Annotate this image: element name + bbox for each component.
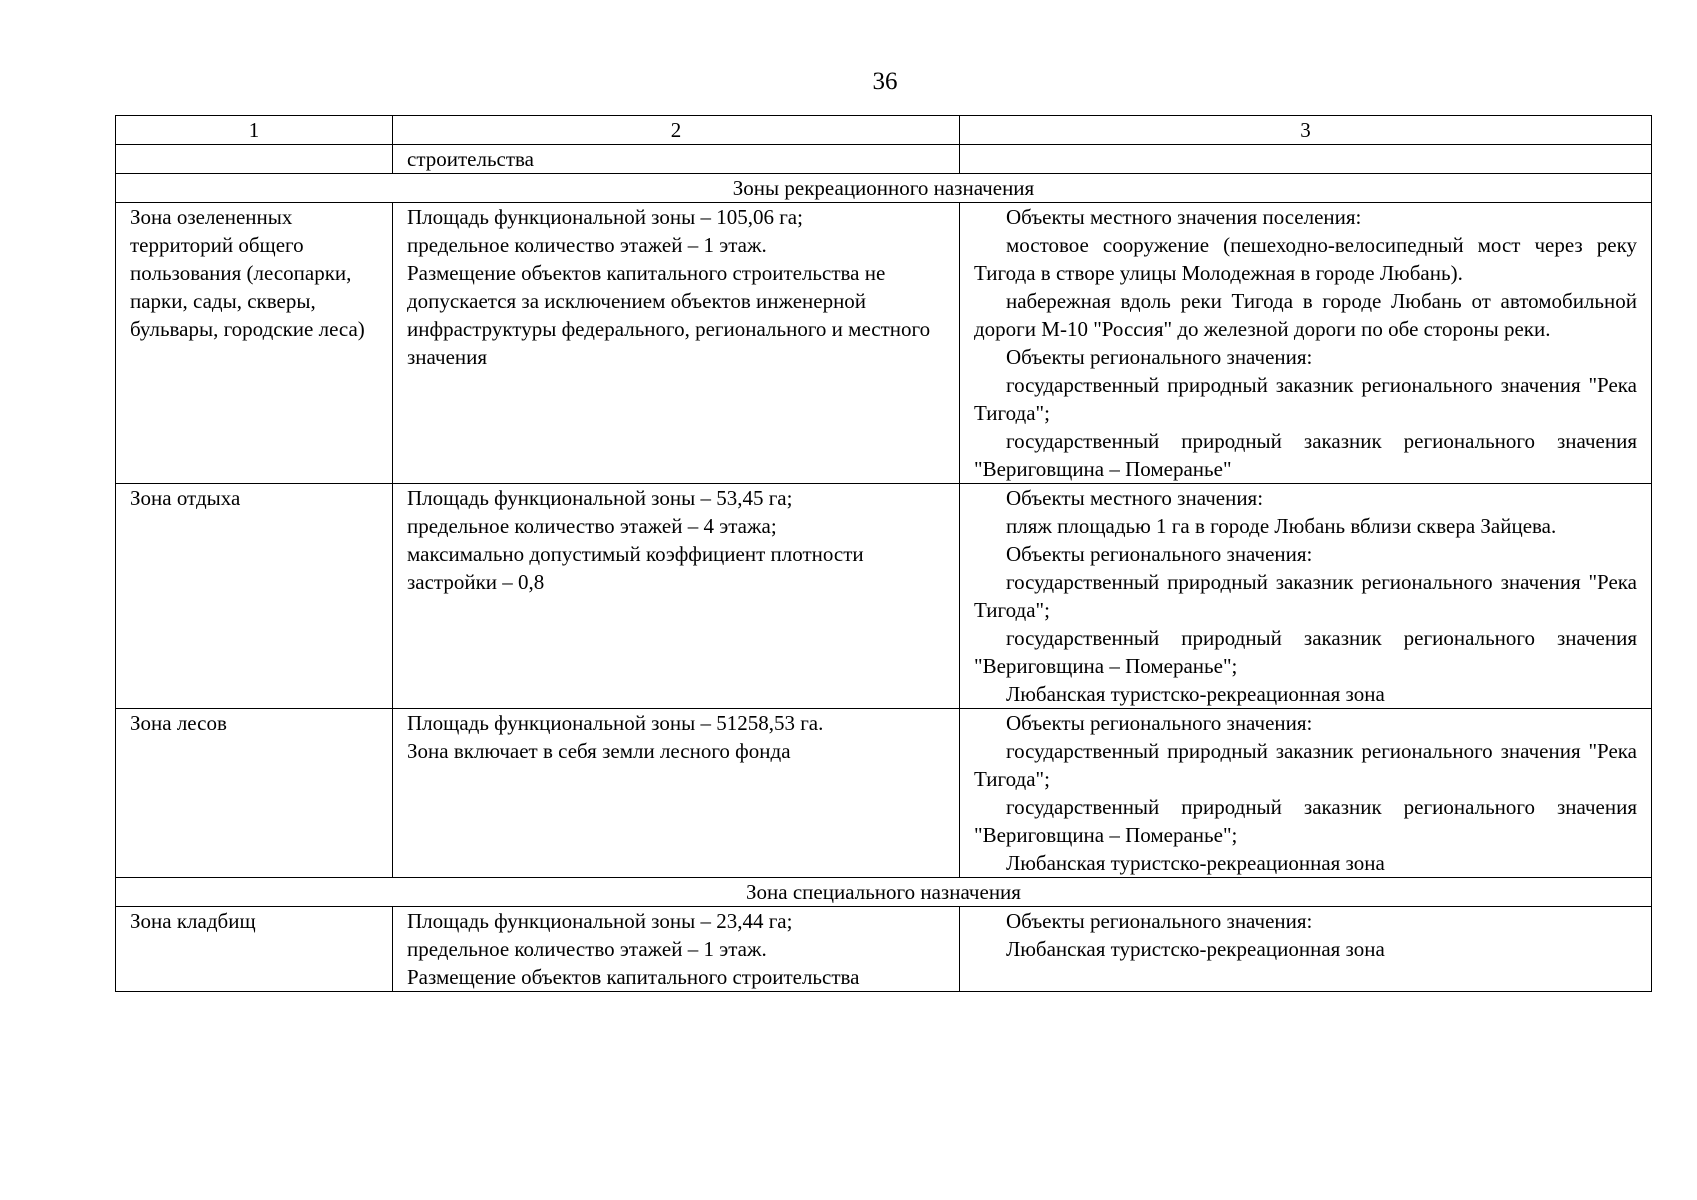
header-col-2: 2 — [393, 116, 960, 145]
object-item: пляж площадью 1 га в городе Любань вблизи сквера Зайцева. — [1006, 514, 1557, 538]
section-title: Зоны рекреационного назначения — [116, 174, 1652, 203]
zones-table — [115, 115, 1652, 992]
param-line: Размещение объектов капитального строительства — [407, 965, 860, 989]
objects-heading: Объекты регионального значения: — [1006, 909, 1313, 933]
zone-objects — [960, 907, 1652, 992]
section-heading-special — [116, 878, 1652, 907]
objects-heading: Объекты местного значения: — [1006, 486, 1264, 510]
object-item: Любанская туристско-рекреационная зона — [1006, 851, 1385, 875]
section-heading-recreation — [116, 174, 1652, 203]
objects-heading: Объекты местного значения поселения: — [1006, 205, 1362, 229]
continuation-col-3 — [960, 145, 1652, 174]
objects-heading: Объекты регионального значения: — [1006, 711, 1313, 735]
objects-heading: Объекты регионального значения: — [1006, 542, 1313, 566]
page-number: 36 — [872, 68, 898, 95]
object-item: государственный природный заказник регионального значения "Вериговщина – Померанье"; — [974, 795, 1637, 847]
table-row — [116, 907, 1652, 992]
param-line: предельное количество этажей – 1 этаж. — [407, 233, 767, 257]
object-item: набережная вдоль реки Тигода в городе Любань от автомобильной дороги М-10 "Россия" до железной дороги по обе стороны реки. — [974, 289, 1637, 341]
continuation-row — [116, 145, 1652, 174]
zone-params — [393, 484, 960, 709]
param-line: Размещение объектов капитального строительства не допускается за исключением объектов инженерной инфраструктуры федерального, регионального и местного значения — [407, 261, 931, 369]
zone-name: Зона озелененных территорий общего пользования (лесопарки, парки, сады, скверы, бульвары, городские леса) — [116, 203, 393, 484]
table-row — [116, 484, 1652, 709]
param-line: предельное количество этажей – 1 этаж. — [407, 937, 767, 961]
object-item: Любанская туристско-рекреационная зона — [1006, 937, 1385, 961]
continuation-col-1 — [116, 145, 393, 174]
objects-heading: Объекты регионального значения: — [1006, 345, 1313, 369]
zone-params — [393, 907, 960, 992]
header-col-3: 3 — [960, 116, 1652, 145]
section-title: Зона специального назначения — [116, 878, 1652, 907]
object-item: государственный природный заказник регионального значения "Вериговщина – Померанье"; — [974, 626, 1637, 678]
header-col-1: 1 — [116, 116, 393, 145]
param-line: Площадь функциональной зоны – 23,44 га; — [407, 909, 793, 933]
zone-name: Зона кладбищ — [116, 907, 393, 992]
param-line: Зона включает в себя земли лесного фонда — [407, 739, 791, 763]
object-item: государственный природный заказник регионального значения "Река Тигода"; — [974, 739, 1637, 791]
zone-params — [393, 203, 960, 484]
object-item: мостовое сооружение (пешеходно-велосипедный мост через реку Тигода в створе улицы Молодежная в городе Любань). — [974, 233, 1637, 285]
object-item: государственный природный заказник регионального значения "Река Тигода"; — [974, 570, 1637, 622]
table-header-row — [116, 116, 1652, 145]
continuation-col-2: строительства — [393, 145, 960, 174]
table-row — [116, 709, 1652, 878]
param-line: Площадь функциональной зоны – 53,45 га; — [407, 486, 793, 510]
zone-objects — [960, 203, 1652, 484]
param-line: Площадь функциональной зоны – 51258,53 га. — [407, 711, 824, 735]
object-item: государственный природный заказник регионального значения "Вериговщина – Померанье" — [974, 429, 1637, 481]
object-item: Любанская туристско-рекреационная зона — [1006, 682, 1385, 706]
zone-name: Зона отдыха — [116, 484, 393, 709]
zone-objects — [960, 709, 1652, 878]
zone-params — [393, 709, 960, 878]
param-line: максимально допустимый коэффициент плотности застройки – 0,8 — [407, 542, 864, 594]
param-line: предельное количество этажей – 4 этажа; — [407, 514, 777, 538]
table-row — [116, 203, 1652, 484]
param-line: Площадь функциональной зоны – 105,06 га; — [407, 205, 803, 229]
object-item: государственный природный заказник регионального значения "Река Тигода"; — [974, 373, 1637, 425]
zone-objects — [960, 484, 1652, 709]
zone-name: Зона лесов — [116, 709, 393, 878]
